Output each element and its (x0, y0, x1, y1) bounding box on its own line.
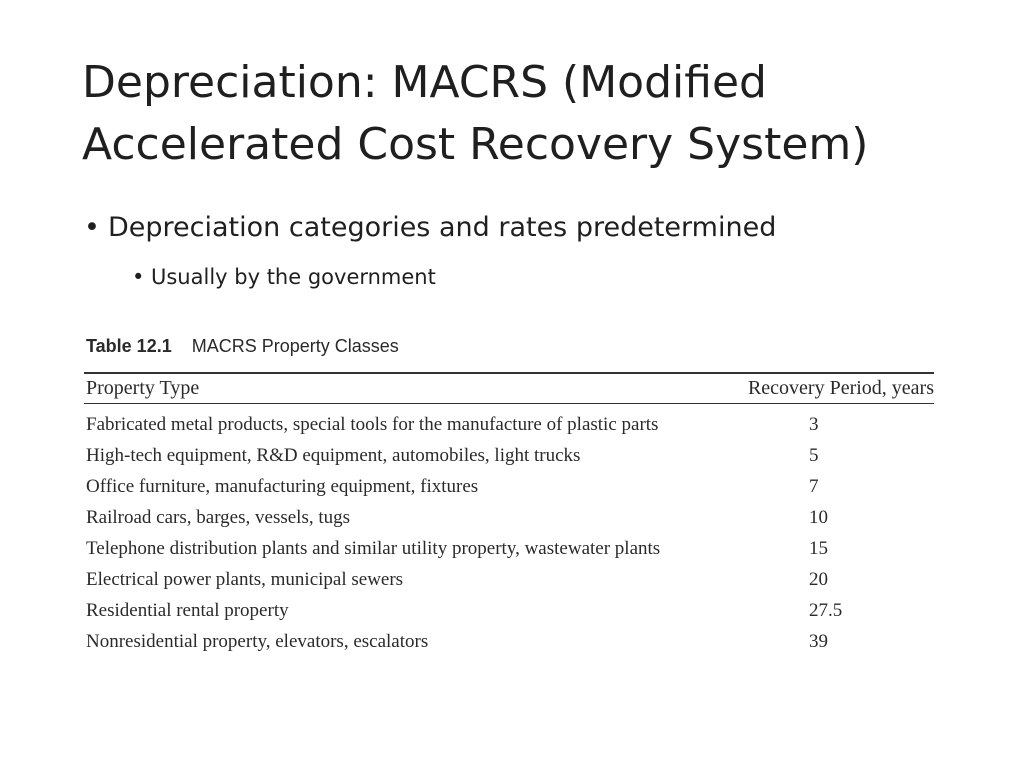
table-row (86, 533, 934, 564)
table-top-rule (84, 372, 934, 374)
sub-bullet-marker: • (132, 265, 145, 289)
property-type-cell: Residential rental property (86, 600, 289, 621)
table-caption (86, 333, 399, 359)
column-header-property-type: Property Type (86, 377, 200, 399)
recovery-period-cell: 15 (809, 538, 828, 559)
recovery-period-cell: 39 (809, 631, 828, 652)
column-header-recovery-period: Recovery Period, years (747, 377, 934, 399)
property-type-cell: High-tech equipment, R&D equipment, automobiles, light trucks (86, 445, 581, 466)
bullet-item (84, 206, 776, 250)
bullet-text: Depreciation categories and rates predetermined (108, 212, 777, 243)
bullet-marker: • (84, 212, 100, 243)
table-row (86, 440, 934, 471)
property-type-cell: Electrical power plants, municipal sewers (86, 569, 404, 590)
property-type-cell: Nonresidential property, elevators, escalators (86, 631, 429, 652)
sub-bullet-item (132, 258, 436, 296)
slide-title-line-1: Depreciation: MACRS (Modified (82, 57, 767, 108)
slide-title (82, 52, 962, 176)
table-header-rule (84, 403, 934, 404)
recovery-period-cell: 7 (809, 476, 819, 497)
recovery-period-cell: 5 (809, 445, 819, 466)
recovery-period-cell: 10 (809, 507, 828, 528)
property-type-cell: Railroad cars, barges, vessels, tugs (86, 507, 351, 528)
table-row (86, 471, 934, 502)
property-type-cell: Fabricated metal products, special tools for the manufacture of plastic parts (86, 414, 659, 435)
table-row (86, 595, 934, 626)
slide-title-line-2: Accelerated Cost Recovery System) (82, 119, 869, 170)
table-row (86, 626, 934, 657)
sub-bullet-text: Usually by the government (151, 265, 436, 289)
table-caption-title: MACRS Property Classes (191, 336, 399, 356)
table-body (86, 409, 934, 657)
table-caption-label: Table 12.1 (86, 336, 172, 356)
property-type-cell: Office furniture, manufacturing equipment, fixtures (86, 476, 479, 497)
table-row (86, 502, 934, 533)
recovery-period-cell: 3 (809, 414, 819, 435)
table-header (86, 375, 934, 402)
property-type-cell: Telephone distribution plants and similar utility property, wastewater plants (86, 538, 661, 559)
table-row (86, 409, 934, 440)
recovery-period-cell: 27.5 (809, 600, 843, 621)
recovery-period-cell: 20 (809, 569, 828, 590)
table-row (86, 564, 934, 595)
